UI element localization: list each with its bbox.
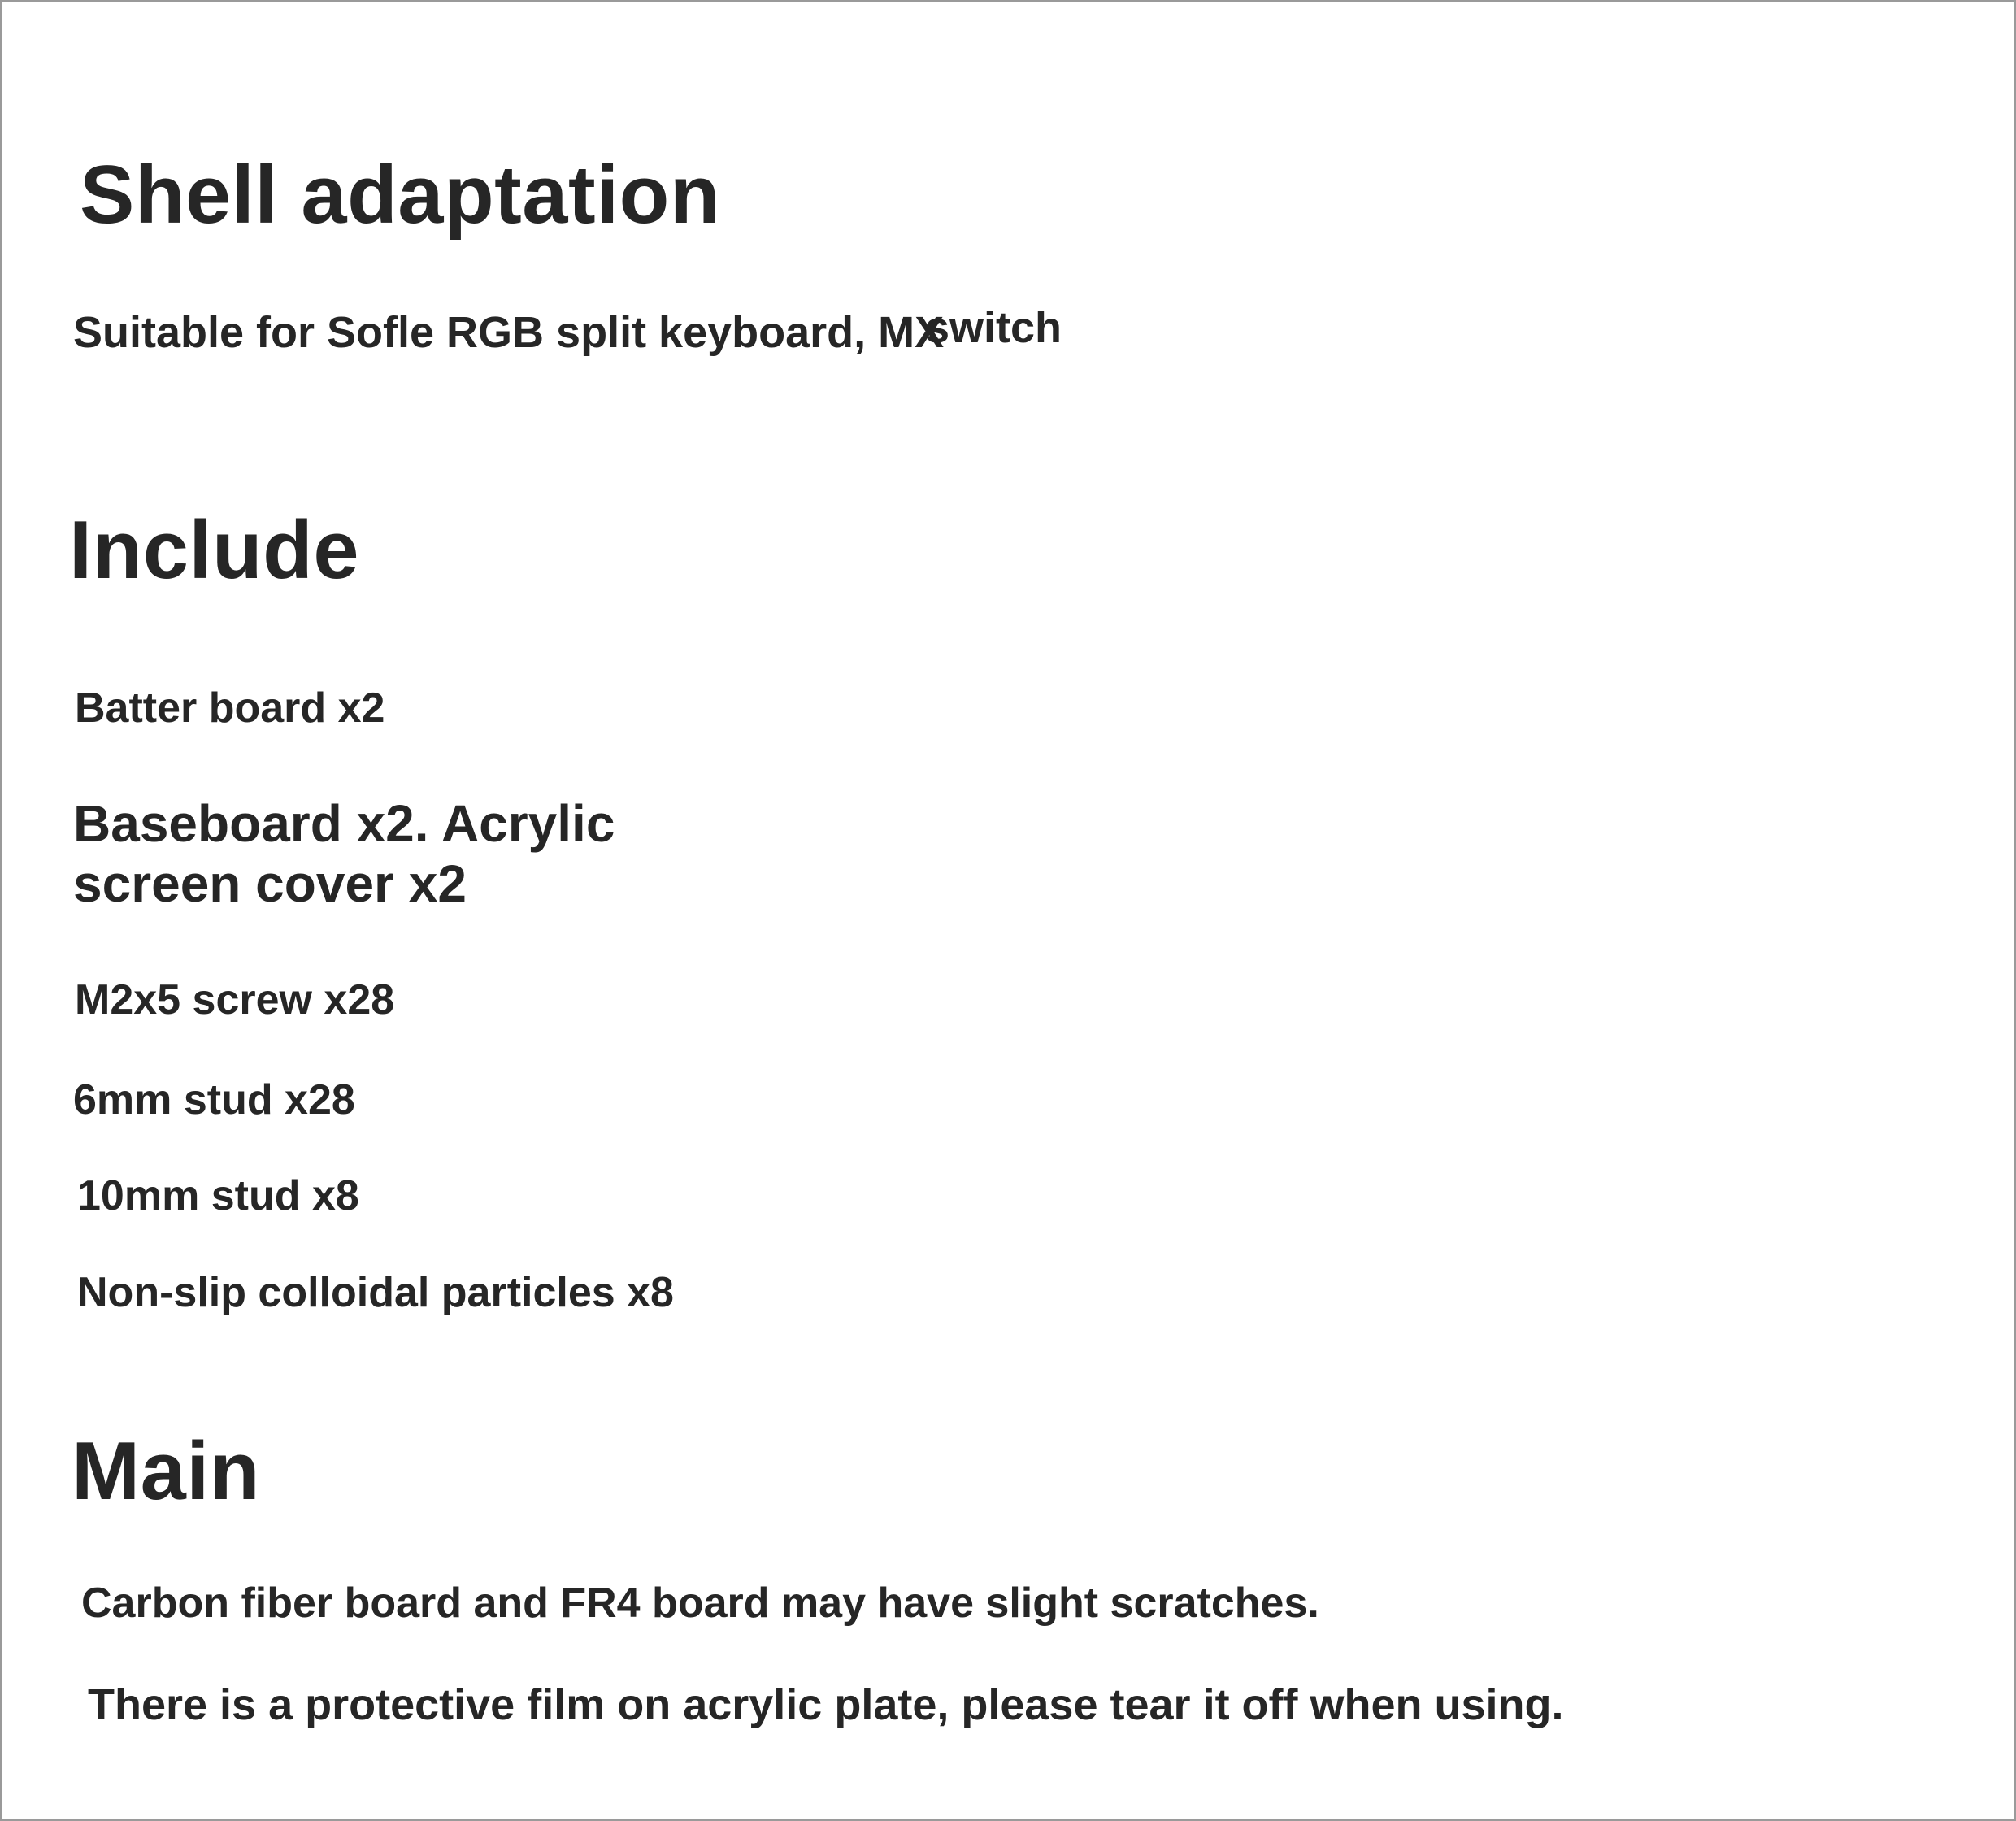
include-item: Non-slip colloidal particles x8 (77, 1269, 674, 1316)
include-item: 10mm stud x8 (77, 1172, 359, 1219)
shell-adaptation-text-tail: switch (925, 303, 1062, 352)
include-item: Batter board x2 (75, 685, 385, 732)
include-heading: Include (69, 505, 360, 596)
shell-adaptation-text: Suitable for Sofle RGB split keyboard, MX (73, 308, 945, 357)
include-item: M2x5 screw x28 (75, 976, 395, 1023)
main-note: Carbon fiber board and FR4 board may have slight scratches. (81, 1580, 1319, 1627)
shell-adaptation-heading: Shell adaptation (80, 150, 721, 241)
main-heading: Main (72, 1426, 261, 1517)
include-item: Baseboard x2. Acrylic screen cover x2 (73, 794, 615, 913)
include-item: 6mm stud x28 (73, 1076, 355, 1123)
main-note: There is a protective film on acrylic plate, please tear it off when using. (88, 1680, 1564, 1729)
